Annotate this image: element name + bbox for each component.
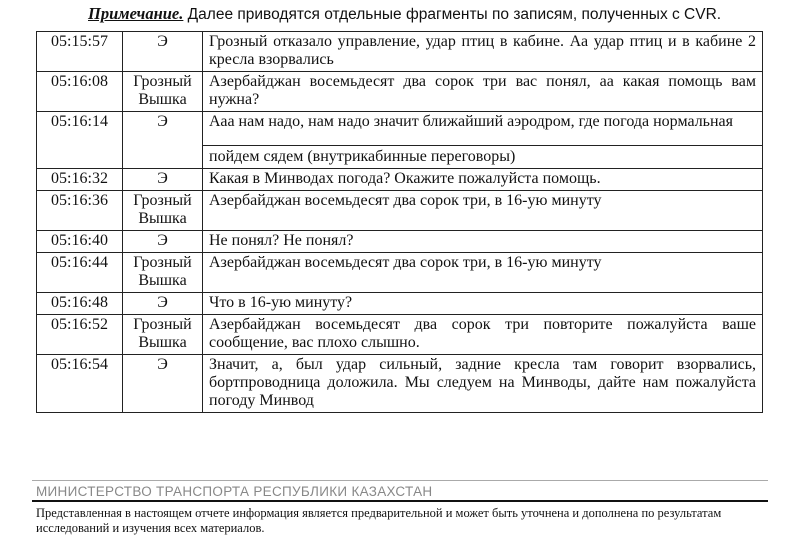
- time-cell: 05:16:40: [37, 231, 123, 253]
- message-subtext: пойдем сядем (внутрикабинные переговоры): [203, 145, 762, 166]
- message-cell: Азербайджан восемьдесят два сорок три повторите пожалуйста ваше сообщение, вас плохо слышно.: [203, 315, 763, 355]
- time-cell: 05:16:52: [37, 315, 123, 355]
- message-cell: Грозный отказало управление, удар птиц в кабине. Аа удар птиц и в кабине 2 кресла взорвались: [203, 32, 763, 72]
- message-cell: Азербайджан восемьдесят два сорок три вас понял, аа какая помощь вам нужна?: [203, 72, 763, 112]
- cvr-transcript-table: [36, 31, 763, 413]
- speaker-cell: Грозный Вышка: [123, 72, 203, 112]
- message-cell: Азербайджан восемьдесят два сорок три, в 16-ую минуту: [203, 253, 763, 293]
- message-cell: Что в 16-ую минуту?: [203, 293, 763, 315]
- time-cell: 05:16:44: [37, 253, 123, 293]
- blank-line: [209, 131, 756, 145]
- table-row: [37, 169, 763, 191]
- speaker-cell: Э: [123, 355, 203, 413]
- note-label: Примечание.: [88, 4, 184, 23]
- table-row: [37, 355, 763, 413]
- message-cell: Какая в Минводах погода? Окажите пожалуйста помощь.: [203, 169, 763, 191]
- time-cell: 05:15:57: [37, 32, 123, 72]
- footer-divider-thin: [32, 480, 768, 481]
- note-line: [88, 4, 721, 24]
- message-cell: [203, 112, 763, 169]
- time-cell: 05:16:08: [37, 72, 123, 112]
- footer-divider-thick: [32, 500, 768, 502]
- table-row: [37, 315, 763, 355]
- table-row: [37, 112, 763, 169]
- table-row: [37, 72, 763, 112]
- time-cell: 05:16:54: [37, 355, 123, 413]
- message-cell: Значит, а, был удар сильный, задние кресла там говорит взорвались, бортпроводница доложила. Мы следуем на Минводы, дайте нам пожалуйста погоду Минвод: [203, 355, 763, 413]
- speaker-cell: Э: [123, 169, 203, 191]
- table-row: [37, 293, 763, 315]
- footer-ministry: МИНИСТЕРСТВО ТРАНСПОРТА РЕСПУБЛИКИ КАЗАХСТАН: [36, 484, 433, 499]
- table-row: [37, 32, 763, 72]
- speaker-cell: Грозный Вышка: [123, 191, 203, 231]
- time-cell: 05:16:36: [37, 191, 123, 231]
- message-text: Ааа нам надо, нам надо значит ближайший аэродром, где погода нормальная: [209, 113, 733, 130]
- speaker-cell: Э: [123, 293, 203, 315]
- time-cell: 05:16:14: [37, 112, 123, 169]
- speaker-cell: Э: [123, 231, 203, 253]
- speaker-cell: Э: [123, 112, 203, 169]
- speaker-cell: Грозный Вышка: [123, 253, 203, 293]
- speaker-cell: Э: [123, 32, 203, 72]
- table-row: [37, 253, 763, 293]
- message-cell: Не понял? Не понял?: [203, 231, 763, 253]
- table-row: [37, 191, 763, 231]
- time-cell: 05:16:48: [37, 293, 123, 315]
- table-row: [37, 231, 763, 253]
- time-cell: 05:16:32: [37, 169, 123, 191]
- note-text: Далее приводятся отдельные фрагменты по записям, полученных с CVR.: [183, 6, 722, 23]
- footer-disclaimer: Представленная в настоящем отчете информация является предварительной и может быть уточнена и дополнена по результатам исследований и изучения всех материалов.: [36, 506, 722, 535]
- message-cell: Азербайджан восемьдесят два сорок три, в 16-ую минуту: [203, 191, 763, 231]
- speaker-cell: Грозный Вышка: [123, 315, 203, 355]
